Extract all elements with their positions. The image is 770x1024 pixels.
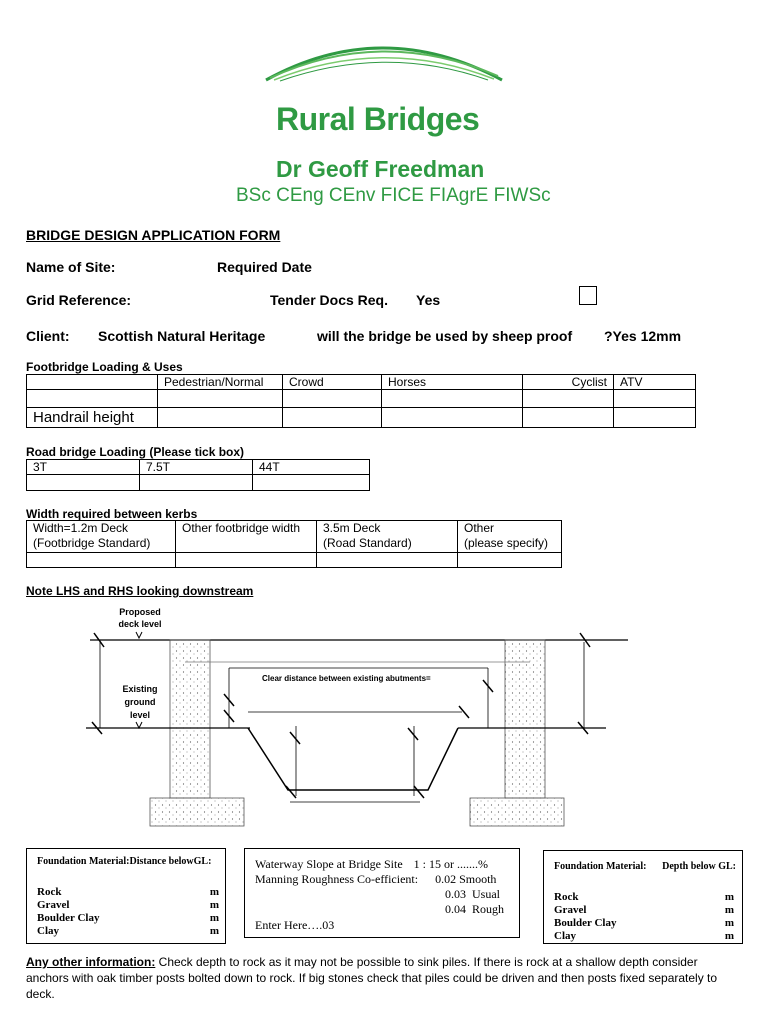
handrail-label: Handrail height [27,408,158,428]
client-label: Client: [26,328,70,344]
footbridge-cell[interactable] [382,408,523,428]
foundation-right-material: Rock [554,891,579,903]
foundation-left-box[interactable] [26,848,226,944]
foundation-left-row [37,899,219,912]
width-col2: Other footbridge width [176,521,317,553]
person-name: Dr Geoff Freedman [276,156,485,182]
width-col3-line1: 3.5m Deck [323,521,381,535]
width-cell[interactable] [176,553,317,568]
other-information [26,954,742,1002]
footbridge-cell[interactable] [614,390,696,408]
footbridge-col-pedestrian: Pedestrian/Normal [158,375,283,390]
footbridge-col-blank [27,375,158,390]
width-table [26,520,562,568]
roughness-value: 0.03 [445,887,466,901]
footbridge-cell[interactable] [283,390,382,408]
road-bridge-table [26,459,370,491]
footbridge-cell[interactable] [158,390,283,408]
roughness-value: 0.02 [435,872,457,886]
width-col1-line2: (Footbridge Standard) [33,536,151,550]
tender-docs-label: Tender Docs Req. [270,292,388,308]
tender-docs-value: Yes [416,292,441,308]
foundation-right-title-depth: Depth below GL: [662,861,736,872]
foundation-left-row [37,925,219,938]
foundation-right-row [554,904,734,917]
proposed-label-line2: deck level [118,619,162,629]
footbridge-title: Footbridge Loading & Uses [26,360,183,374]
sheep-answer: ?Yes 12mm [604,328,682,344]
road-cell[interactable] [253,475,370,491]
width-cell[interactable] [317,553,458,568]
form-title: BRIDGE DESIGN APPLICATION FORM [26,227,281,243]
other-information-label: Any other information: [26,955,156,969]
roughness-value: 0.04 [445,902,466,916]
footbridge-cell[interactable] [614,408,696,428]
width-col4-line2: (please specify) [464,536,549,550]
foundation-left-unit: m [209,925,219,937]
foundation-right-unit: m [724,917,734,929]
roughness-label: Usual [472,887,500,901]
width-cell[interactable] [27,553,176,568]
foundation-right-material: Gravel [554,904,587,916]
waterway-box[interactable] [244,848,520,938]
existing-label-line2: ground [124,697,156,707]
roughness-label: Rough [472,902,505,916]
width-col3-line2: (Road Standard) [323,536,412,550]
enter-here: Enter Here….03 [255,918,335,932]
foundation-left-row [37,886,219,899]
foundation-right-unit: m [724,904,734,916]
foundation-right-title-material: Foundation Material: [554,861,647,872]
width-col1-line1: Width=1.2m Deck [33,521,129,535]
sheep-question: will the bridge be used by sheep proof [317,328,573,344]
client-value: Scottish Natural Heritage [98,328,266,344]
manning-label: Manning Roughness Co-efficient: [255,872,419,886]
road-cell[interactable] [140,475,253,491]
width-title: Width required between kerbs [26,507,198,521]
footbridge-cell[interactable] [523,408,614,428]
foundation-left-material: Boulder Clay [37,912,100,924]
foundation-right-row [554,930,734,943]
road-col-44t: 44T [253,460,370,475]
width-cell[interactable] [458,553,562,568]
existing-label-line3: level [129,710,151,720]
slope-value: 1 : 15 or .......% [413,857,488,871]
site-label: Name of Site: [26,259,116,275]
roughness-label: Smooth [459,872,497,886]
footbridge-table [26,374,696,428]
qualifications: BSc CEng CEnv FICE FIAgrE FIWSc [236,185,551,206]
required-date-label: Required Date [217,259,312,275]
brand-name: Rural Bridges [276,101,480,137]
foundation-right-box[interactable] [543,850,743,944]
existing-label-line1: Existing [122,684,158,694]
footbridge-col-cyclist: Cyclist [523,375,614,390]
road-cell[interactable] [27,475,140,491]
road-col-3t: 3T [27,460,140,475]
foundation-right-row [554,891,734,904]
footbridge-cell[interactable] [283,408,382,428]
clear-distance-label: Clear distance between existing abutments= [262,674,431,683]
foundation-left-title: Foundation Material:Distance belowGL: [37,856,212,867]
foundation-left-material: Rock [37,886,62,898]
foundation-right-material: Clay [554,930,576,942]
foundation-right-material: Boulder Clay [554,917,617,929]
foundation-left-material: Gravel [37,899,70,911]
tender-checkbox[interactable] [579,286,597,305]
grid-reference-label: Grid Reference: [26,292,132,308]
slope-label: Waterway Slope at Bridge Site [255,857,403,871]
footbridge-cell[interactable] [27,390,158,408]
foundation-right-unit: m [724,930,734,942]
foundation-right-row [554,917,734,930]
foundation-left-unit: m [209,899,219,911]
footbridge-cell[interactable] [382,390,523,408]
rural-bridges-logo-arc [262,36,506,86]
footbridge-col-horses: Horses [382,375,523,390]
proposed-label-line1: Proposed [119,607,161,617]
footbridge-col-crowd: Crowd [283,375,382,390]
road-bridge-title: Road bridge Loading (Please tick box) [26,445,245,459]
foundation-left-unit: m [209,912,219,924]
foundation-right-unit: m [724,891,734,903]
note-downstream: Note LHS and RHS looking downstream [26,584,254,598]
other-information-text: Check depth to rock as it may not be possible to sink piles. If there is rock at a shallow depth consider anchors with oak timber posts bolted down to rock. If big stones check that piles could be driven and then posts fixed separately to deck. [26,955,718,1001]
footbridge-col-atv: ATV [614,375,696,390]
foundation-left-unit: m [209,886,219,898]
footbridge-cell[interactable] [158,408,283,428]
foundation-left-material: Clay [37,925,59,937]
foundation-left-row [37,912,219,925]
road-col-7-5t: 7.5T [140,460,253,475]
width-col4-line1: Other [464,521,495,535]
footbridge-cell[interactable] [523,390,614,408]
